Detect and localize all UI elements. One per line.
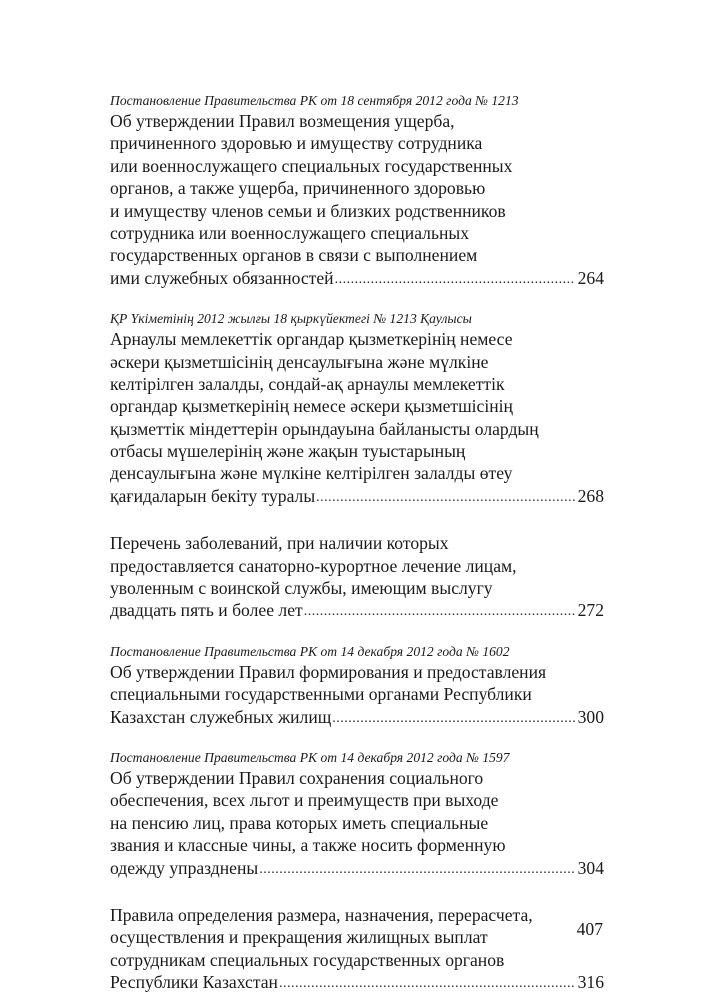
entry-last-line [110,599,604,621]
toc-entry [110,643,604,728]
entry-note: Постановление Правительства РК от 14 декабря 2012 года № 1602 [110,643,510,659]
entry-title-line: Правила определения размера, назначения, перерасчета, [110,904,533,925]
dot-leader [259,859,574,881]
dot-leader [335,269,575,291]
entry-spacer [110,289,604,310]
entry-last-line [110,971,604,993]
entry-title-end: Казахстан служебных жилищ [110,706,332,727]
page-number: 272 [577,600,604,621]
page-number: 304 [577,857,604,878]
entry-last-line [110,267,604,289]
entry-title-line: специальными государственными органами Республики [110,684,532,705]
entry-title-line: Арнаулы мемлекеттік органдар қызметкерінің немесе [110,329,513,350]
toc-entry [110,749,604,879]
page-number: 268 [577,485,604,506]
entry-last-line [110,706,604,728]
entry-title-line: и имуществу членов семьи и близких родственников [110,200,506,221]
entry-note: Постановление Правительства РК от 14 декабря 2012 года № 1597 [110,749,510,765]
entry-spacer [110,879,604,904]
dot-leader [304,601,575,623]
entry-title-end: қағидаларын бекіту туралы [110,485,316,506]
entry-note: ҚР Үкіметінің 2012 жылғы 18 қыркүйектегі № 1213 Қаулысы [110,311,472,327]
entry-spacer [110,728,604,749]
entry-title-end: Республики Казахстан [110,972,278,993]
entry-title-line: органдар қызметкерінің немесе әскери қызметшісінің [110,396,513,417]
toc-entry [110,92,604,289]
page-number: 264 [577,267,604,288]
entry-title-line: Об утверждении Правил возмещения ущерба, [110,111,455,131]
entry-title-line: осуществления и прекращения жилищных выплат [110,927,488,948]
entry-title-line: қызметтік міндеттерін орындауына байланысты олардың [110,418,539,439]
entry-title-line: уволенным с воинской службы, имеющим выслугу [110,578,493,599]
entry-note: Постановление Правительства РК от 18 сентября 2012 года № 1213 [110,93,519,108]
entry-last-line [110,857,604,879]
entry-title-end: ими служебных обязанностей [110,267,334,288]
entry-title-line: звания и классные чины, а также носить форменную [110,835,506,856]
entry-title-line: сотрудника или военнослужащего специальных [110,222,469,243]
dot-leader [279,973,575,995]
toc-entry [110,904,604,994]
entry-title-line: Перечень заболеваний, при наличии которых [110,533,449,554]
entry-title-line: предоставляется санаторно-курортное лечение лицам, [110,555,517,576]
entry-title-line: обеспечения, всех льгот и преимуществ при выходе [110,790,499,811]
entry-title-line: или военнослужащего специальных государственных [110,155,513,176]
entry-title-end: одежду упразднены [110,857,259,878]
folio-page-number: 407 [576,919,603,939]
entry-spacer [110,622,604,643]
entry-title-line: сотрудникам специальных государственных органов [110,949,505,970]
entry-title-line: на пенсию лиц, права которых иметь специальные [110,812,489,833]
entry-title-end: двадцать пять и более лет [110,600,303,621]
entry-last-line [110,485,604,507]
entry-title-line: әскери қызметшісінің денсаулығына және мүлкіне [110,351,489,372]
entry-title-line: отбасы мүшелерінің және жақын туыстарының [110,441,466,462]
entry-title-line: государственных органов в связи с выполнением [110,245,478,266]
entry-title-line: Об утверждении Правил формирования и предоставления [110,661,547,682]
toc-entry [110,532,604,622]
entry-spacer [110,507,604,532]
page-number: 316 [577,972,604,993]
entry-title-line: органов, а также ущерба, причиненного здоровью [110,178,486,199]
toc-entry [110,310,604,507]
dot-leader [332,708,574,730]
dot-leader [316,487,574,509]
entry-title-line: денсаулығына және мүлкіне келтірілген залалды өтеу [110,463,513,484]
entry-title-line: келтірілген залалды, сондай-ақ арнаулы мемлекеттік [110,373,505,394]
page-number: 300 [577,706,604,727]
table-of-contents [110,92,604,994]
entry-title-line: причиненного здоровью и имуществу сотрудника [110,133,483,154]
entry-title-line: Об утверждении Правил сохранения социального [110,767,484,788]
